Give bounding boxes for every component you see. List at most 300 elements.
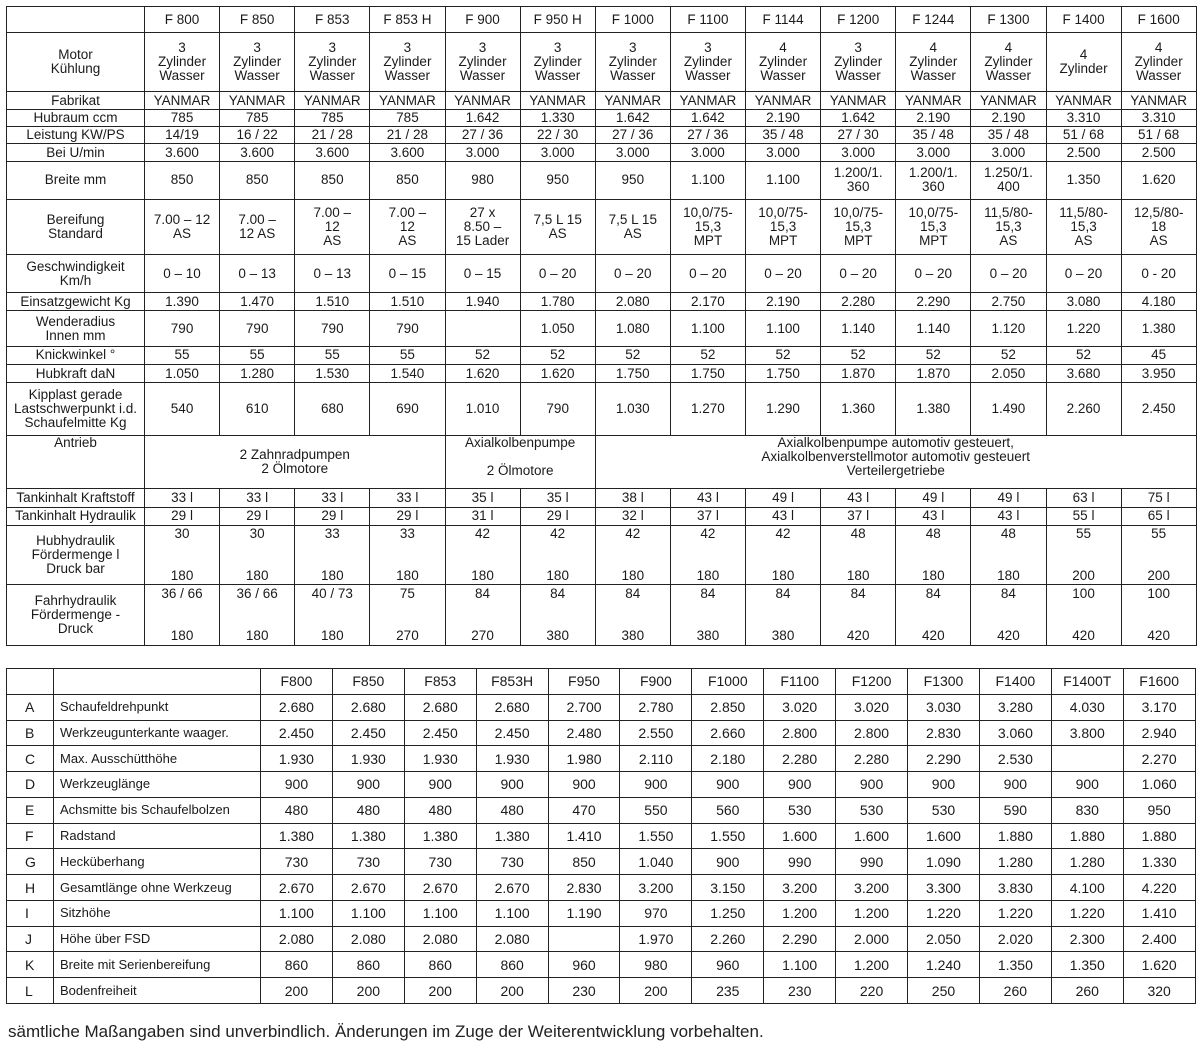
spec-cell: 790 xyxy=(370,311,445,347)
dim-header-row xyxy=(7,669,1196,695)
spec-cell: 2.190 xyxy=(746,109,821,126)
spec-cell: 1.100 xyxy=(746,161,821,200)
dim-cell: 530 xyxy=(908,797,980,823)
dim-cell: 900 xyxy=(404,772,476,798)
spec-cell: YANMAR xyxy=(370,92,445,109)
dim-cell xyxy=(548,926,620,952)
dim-cell: 1.220 xyxy=(1051,900,1123,926)
spec-cell: 75 l xyxy=(1121,489,1196,507)
corner-cell xyxy=(54,669,261,695)
spec-cell: 1.100 xyxy=(746,311,821,347)
spec-cell: 51 / 68 xyxy=(1121,127,1196,144)
model-header: F 1600 xyxy=(1121,7,1196,33)
spec-cell: 3.600 xyxy=(145,144,220,161)
spec-cell: 100 420 xyxy=(1121,584,1196,645)
row-label: Hubkraft daN xyxy=(7,365,145,383)
spec-cell: 27 / 36 xyxy=(670,127,745,144)
spec-cell: YANMAR xyxy=(821,92,896,109)
spec-cell: 52 xyxy=(896,346,971,364)
spec-cell: 3.310 xyxy=(1121,109,1196,126)
dim-cell: 2.080 xyxy=(476,926,548,952)
dim-cell: 1.380 xyxy=(261,823,333,849)
dim-cell: 1.100 xyxy=(476,900,548,926)
dim-cell: 1.190 xyxy=(548,900,620,926)
spec-cell: 785 xyxy=(295,109,370,126)
dim-cell: 2.680 xyxy=(404,694,476,720)
spec-cell: YANMAR xyxy=(971,92,1046,109)
spec-cell: 1.200/1. 360 xyxy=(821,161,896,200)
model-header: F1000 xyxy=(692,669,764,695)
row-label: Tankinhalt Hydraulik xyxy=(7,507,145,525)
row-label: Knickwinkel ° xyxy=(7,346,145,364)
dim-cell: 1.100 xyxy=(261,900,333,926)
dim-cell: 900 xyxy=(692,772,764,798)
spec-cell: 7.00 – 12 AS xyxy=(145,200,220,255)
dim-cell: 1.350 xyxy=(979,952,1051,978)
row-label: Leistung KW/PS xyxy=(7,127,145,144)
spec-cell: YANMAR xyxy=(896,92,971,109)
spec-cell: 1.100 xyxy=(670,161,745,200)
spec-cell: 4 Zylinder Wasser xyxy=(896,33,971,92)
spec-cell: 785 xyxy=(370,109,445,126)
model-header: F1300 xyxy=(908,669,980,695)
spec-cell: 1.780 xyxy=(520,292,595,310)
spec-cell: 0 – 20 xyxy=(1046,255,1121,293)
dim-cell: 900 xyxy=(1051,772,1123,798)
spec-cell: 3.000 xyxy=(821,144,896,161)
model-header: F900 xyxy=(620,669,692,695)
spec-cell: YANMAR xyxy=(670,92,745,109)
spec-cell: 52 xyxy=(821,346,896,364)
spec-cell: 1.510 xyxy=(295,292,370,310)
spec-cell: YANMAR xyxy=(295,92,370,109)
row-label: Motor Kühlung xyxy=(7,33,145,92)
dim-cell: 2.270 xyxy=(1123,746,1195,772)
row-label: Fabrikat xyxy=(7,92,145,109)
dim-cell: 900 xyxy=(908,772,980,798)
spec-cell: 42 180 xyxy=(445,525,520,584)
spec-cell: 52 xyxy=(1046,346,1121,364)
spec-cell: 4 Zylinder xyxy=(1046,33,1121,92)
model-header: F800 xyxy=(261,669,333,695)
dim-cell: 850 xyxy=(548,849,620,875)
dim-cell: 1.100 xyxy=(404,900,476,926)
spec-cell: 63 l xyxy=(1046,489,1121,507)
spec-cell: 980 xyxy=(445,161,520,200)
spec-cell: 3 Zylinder Wasser xyxy=(821,33,896,92)
spec-cell: 35 l xyxy=(445,489,520,507)
spec-cell: 4.180 xyxy=(1121,292,1196,310)
dim-cell: 900 xyxy=(261,772,333,798)
dim-cell: 530 xyxy=(764,797,836,823)
spec-cell: 35 / 48 xyxy=(746,127,821,144)
spec-cell: 48 180 xyxy=(971,525,1046,584)
spec-row-kipplast xyxy=(7,383,1197,436)
dim-cell: 2.290 xyxy=(764,926,836,952)
spec-cell: 3.950 xyxy=(1121,365,1196,383)
spec-cell: 43 l xyxy=(971,507,1046,525)
dim-cell: 970 xyxy=(620,900,692,926)
model-header: F 1300 xyxy=(971,7,1046,33)
footnote: sämtliche Maßangaben sind unverbindlich. Änderungen im Zuge der Weiterentwicklung vorbehalten. xyxy=(8,1022,764,1041)
dim-cell: 530 xyxy=(836,797,908,823)
spec-cell: 1.750 xyxy=(670,365,745,383)
dim-cell: 260 xyxy=(1051,978,1123,1004)
dim-letter: I xyxy=(7,900,54,926)
spec-cell: 38 l xyxy=(595,489,670,507)
spec-cell: 1.030 xyxy=(595,383,670,436)
spec-cell: 0 – 20 xyxy=(821,255,896,293)
dim-cell: 900 xyxy=(620,772,692,798)
spec-cell: 3 Zylinder Wasser xyxy=(520,33,595,92)
row-label: Geschwindigkeit Km/h xyxy=(7,255,145,293)
spec-cell: 2.500 xyxy=(1121,144,1196,161)
model-header: F 853 H xyxy=(370,7,445,33)
spec-cell: 12,5/80- 18 AS xyxy=(1121,200,1196,255)
spec-cell: 32 l xyxy=(595,507,670,525)
model-header: F 800 xyxy=(145,7,220,33)
dim-cell: 3.200 xyxy=(620,875,692,901)
dim-cell: 1.970 xyxy=(620,926,692,952)
spec-row-wende xyxy=(7,311,1197,347)
dim-letter: J xyxy=(7,926,54,952)
spec-cell: 27 x 8.50 – 15 Lader xyxy=(445,200,520,255)
dim-letter: B xyxy=(7,720,54,746)
model-header: F1200 xyxy=(836,669,908,695)
spec-row-hubraum xyxy=(7,109,1197,126)
dim-cell: 2.400 xyxy=(1123,926,1195,952)
spec-cell: 33 l xyxy=(220,489,295,507)
dim-label: Schaufeldrehpunkt xyxy=(54,694,261,720)
dim-cell: 200 xyxy=(332,978,404,1004)
spec-cell: 22 / 30 xyxy=(520,127,595,144)
dim-cell: 3.800 xyxy=(1051,720,1123,746)
spec-cell: 0 – 20 xyxy=(896,255,971,293)
spec-cell: 48 180 xyxy=(821,525,896,584)
spec-cell: 0 – 10 xyxy=(145,255,220,293)
spec-cell: 3.000 xyxy=(670,144,745,161)
spec-cell: 2.450 xyxy=(1121,383,1196,436)
model-header: F 950 H xyxy=(520,7,595,33)
dim-cell: 2.280 xyxy=(836,746,908,772)
dim-cell: 2.000 xyxy=(836,926,908,952)
spec-cell: 4 Zylinder Wasser xyxy=(1121,33,1196,92)
dim-cell: 2.680 xyxy=(261,694,333,720)
spec-cell: YANMAR xyxy=(595,92,670,109)
dim-label: Radstand xyxy=(54,823,261,849)
spec-cell: 3 Zylinder Wasser xyxy=(220,33,295,92)
dim-cell: 980 xyxy=(620,952,692,978)
dim-cell: 3.830 xyxy=(979,875,1051,901)
model-header: F 900 xyxy=(445,7,520,33)
spec-cell: 3.310 xyxy=(1046,109,1121,126)
spec-cell: 1.380 xyxy=(1121,311,1196,347)
spec-cell: 1.620 xyxy=(445,365,520,383)
spec-cell: 1.870 xyxy=(821,365,896,383)
dim-cell: 200 xyxy=(261,978,333,1004)
spec-cell: 3.600 xyxy=(370,144,445,161)
dim-cell: 2.480 xyxy=(548,720,620,746)
row-label: Wenderadius Innen mm xyxy=(7,311,145,347)
dim-letter: H xyxy=(7,875,54,901)
dim-cell: 730 xyxy=(404,849,476,875)
row-label: Fahrhydraulik Fördermenge - Druck xyxy=(7,584,145,645)
dim-letter: G xyxy=(7,849,54,875)
spec-cell: 29 l xyxy=(145,507,220,525)
dim-cell: 4.030 xyxy=(1051,694,1123,720)
spec-cell: 29 l xyxy=(370,507,445,525)
spec-row-antrieb xyxy=(7,436,1197,489)
spec-cell: 21 / 28 xyxy=(370,127,445,144)
dim-letter: F xyxy=(7,823,54,849)
spec-cell: 7,5 L 15 AS xyxy=(520,200,595,255)
dim-cell: 960 xyxy=(692,952,764,978)
spec-cell: 2.190 xyxy=(746,292,821,310)
spec-cell: 84 420 xyxy=(971,584,1046,645)
dim-cell: 560 xyxy=(692,797,764,823)
dim-label: Sitzhöhe xyxy=(54,900,261,926)
dim-cell: 260 xyxy=(979,978,1051,1004)
spec-cell: 1.750 xyxy=(746,365,821,383)
spec-cell: 7.00 – 12 AS xyxy=(370,200,445,255)
dim-cell: 860 xyxy=(332,952,404,978)
dim-cell: 860 xyxy=(261,952,333,978)
dim-cell: 2.450 xyxy=(404,720,476,746)
dim-letter: A xyxy=(7,694,54,720)
dim-cell: 2.670 xyxy=(476,875,548,901)
spec-cell: 2.750 xyxy=(971,292,1046,310)
spec-cell: 42 180 xyxy=(670,525,745,584)
dim-cell: 2.780 xyxy=(620,694,692,720)
spec-cell: 84 420 xyxy=(896,584,971,645)
spec-cell: 0 – 13 xyxy=(295,255,370,293)
dim-cell: 2.660 xyxy=(692,720,764,746)
dim-cell: 1.410 xyxy=(548,823,620,849)
dim-cell: 1.100 xyxy=(332,900,404,926)
spec-cell: 84 380 xyxy=(520,584,595,645)
spec-cell: 1.642 xyxy=(595,109,670,126)
dim-cell: 480 xyxy=(476,797,548,823)
dim-cell: 235 xyxy=(692,978,764,1004)
dim-cell: 1.600 xyxy=(836,823,908,849)
dim-cell: 2.830 xyxy=(908,720,980,746)
spec-cell: 7.00 – 12 AS xyxy=(220,200,295,255)
corner-cell xyxy=(7,7,145,33)
spec-cell: 36 / 66 180 xyxy=(220,584,295,645)
dim-cell: 230 xyxy=(764,978,836,1004)
spec-cell: 1.200/1. 360 xyxy=(896,161,971,200)
spec-cell: 1.470 xyxy=(220,292,295,310)
spec-cell: 55 l xyxy=(1046,507,1121,525)
dim-cell: 1.930 xyxy=(332,746,404,772)
dimension-table xyxy=(6,668,1196,1004)
dim-cell: 2.550 xyxy=(620,720,692,746)
dim-cell: 1.200 xyxy=(764,900,836,926)
spec-cell: 1.620 xyxy=(1121,161,1196,200)
spec-cell: 1.490 xyxy=(971,383,1046,436)
dim-cell: 200 xyxy=(404,978,476,1004)
dim-cell: 2.080 xyxy=(261,926,333,952)
dim-cell: 250 xyxy=(908,978,980,1004)
dim-cell: 480 xyxy=(261,797,333,823)
dim-label: Max. Ausschütthöhe xyxy=(54,746,261,772)
dim-cell: 3.200 xyxy=(764,875,836,901)
dim-cell: 2.020 xyxy=(979,926,1051,952)
dim-cell: 480 xyxy=(404,797,476,823)
spec-cell: 1.140 xyxy=(821,311,896,347)
dim-cell: 3.200 xyxy=(836,875,908,901)
spec-cell: 42 180 xyxy=(746,525,821,584)
spec-cell: 790 xyxy=(145,311,220,347)
spec-cell: 40 / 73 180 xyxy=(295,584,370,645)
spec-cell: 3.000 xyxy=(971,144,1046,161)
dim-cell: 550 xyxy=(620,797,692,823)
dim-cell: 1.240 xyxy=(908,952,980,978)
dim-cell: 2.050 xyxy=(908,926,980,952)
spec-cell: 850 xyxy=(295,161,370,200)
spec-cell: 690 xyxy=(370,383,445,436)
dim-row-L xyxy=(7,978,1196,1004)
dim-cell: 1.410 xyxy=(1123,900,1195,926)
dim-cell: 730 xyxy=(332,849,404,875)
spec-cell: 1.050 xyxy=(145,365,220,383)
dim-cell: 3.020 xyxy=(764,694,836,720)
spec-cell: 49 l xyxy=(971,489,1046,507)
row-label: Breite mm xyxy=(7,161,145,200)
spec-cell: 540 xyxy=(145,383,220,436)
spec-cell: 3.000 xyxy=(445,144,520,161)
dim-cell: 1.550 xyxy=(620,823,692,849)
spec-cell: 84 380 xyxy=(595,584,670,645)
spec-cell: 35 l xyxy=(520,489,595,507)
spec-cell: 7,5 L 15 AS xyxy=(595,200,670,255)
dim-cell: 1.350 xyxy=(1051,952,1123,978)
antrieb-group-2: Axialkolbenpumpe 2 Ölmotore xyxy=(445,436,595,489)
spec-cell: 1.540 xyxy=(370,365,445,383)
model-header: F1400 xyxy=(979,669,1051,695)
spec-cell: 43 l xyxy=(746,507,821,525)
dim-cell: 1.600 xyxy=(764,823,836,849)
spec-cell: 1.140 xyxy=(896,311,971,347)
dim-cell: 2.530 xyxy=(979,746,1051,772)
dim-row-K xyxy=(7,952,1196,978)
dim-cell: 1.040 xyxy=(620,849,692,875)
spec-cell: 37 l xyxy=(670,507,745,525)
dim-cell: 2.450 xyxy=(476,720,548,746)
spec-cell: 1.642 xyxy=(445,109,520,126)
dim-cell: 1.280 xyxy=(979,849,1051,875)
dim-letter: L xyxy=(7,978,54,1004)
dim-cell: 900 xyxy=(836,772,908,798)
spec-row-breite xyxy=(7,161,1197,200)
dim-row-F xyxy=(7,823,1196,849)
dim-cell: 2.110 xyxy=(620,746,692,772)
dim-cell: 1.880 xyxy=(979,823,1051,849)
spec-cell: 27 / 36 xyxy=(595,127,670,144)
model-header: F 1244 xyxy=(896,7,971,33)
spec-cell: 2.080 xyxy=(595,292,670,310)
spec-cell: 0 – 20 xyxy=(971,255,1046,293)
dim-letter: D xyxy=(7,772,54,798)
spec-cell: 0 – 20 xyxy=(595,255,670,293)
spec-cell: 3 Zylinder Wasser xyxy=(595,33,670,92)
dim-letter: E xyxy=(7,797,54,823)
model-header: F 1144 xyxy=(746,7,821,33)
spec-cell: 3.680 xyxy=(1046,365,1121,383)
row-label: Einsatzgewicht Kg xyxy=(7,292,145,310)
dim-cell: 900 xyxy=(764,772,836,798)
antrieb-group-3: Axialkolbenpumpe automotiv gesteuert, Axialkolbenverstellmotor automotiv gesteuert Verteilergetriebe xyxy=(595,436,1196,489)
dim-cell: 3.150 xyxy=(692,875,764,901)
spec-cell: 33 l xyxy=(295,489,370,507)
dim-cell xyxy=(1051,746,1123,772)
dim-label: Gesamtlänge ohne Werkzeug xyxy=(54,875,261,901)
spec-cell: 1.330 xyxy=(520,109,595,126)
spec-cell: 55 200 xyxy=(1046,525,1121,584)
dim-row-J xyxy=(7,926,1196,952)
spec-cell: 1.050 xyxy=(520,311,595,347)
spec-cell: 37 l xyxy=(821,507,896,525)
spec-cell: 11,5/80- 15,3 AS xyxy=(1046,200,1121,255)
spec-cell: 10,0/75- 15,3 MPT xyxy=(821,200,896,255)
dim-cell: 590 xyxy=(979,797,1051,823)
spec-row-knick xyxy=(7,346,1197,364)
spec-cell: 84 380 xyxy=(670,584,745,645)
dim-cell: 320 xyxy=(1123,978,1195,1004)
dim-cell: 2.830 xyxy=(548,875,620,901)
spec-cell: 84 380 xyxy=(746,584,821,645)
spec-cell: 1.870 xyxy=(896,365,971,383)
model-header: F1400T xyxy=(1051,669,1123,695)
row-label: Hubraum ccm xyxy=(7,109,145,126)
model-header: F 1000 xyxy=(595,7,670,33)
spec-cell: 4 Zylinder Wasser xyxy=(746,33,821,92)
spec-cell: 1.620 xyxy=(520,365,595,383)
spec-cell: 850 xyxy=(220,161,295,200)
spec-cell: 1.220 xyxy=(1046,311,1121,347)
model-header: F1100 xyxy=(764,669,836,695)
dim-cell: 1.090 xyxy=(908,849,980,875)
spec-row-geschw xyxy=(7,255,1197,293)
spec-table xyxy=(6,6,1197,646)
spec-cell: 52 xyxy=(670,346,745,364)
spec-cell: 2.190 xyxy=(971,109,1046,126)
spec-cell: 3 Zylinder Wasser xyxy=(445,33,520,92)
spec-row-tank_kraft xyxy=(7,489,1197,507)
antrieb-group-1: 2 Zahnradpumpen 2 Ölmotore xyxy=(145,436,446,489)
spec-cell: 1.120 xyxy=(971,311,1046,347)
dim-cell: 2.450 xyxy=(261,720,333,746)
dim-row-A xyxy=(7,694,1196,720)
dim-cell: 1.280 xyxy=(1051,849,1123,875)
spec-cell: 33 180 xyxy=(370,525,445,584)
spec-cell: 1.380 xyxy=(896,383,971,436)
model-header: F 853 xyxy=(295,7,370,33)
spec-cell: 52 xyxy=(595,346,670,364)
spec-cell: 33 l xyxy=(370,489,445,507)
model-header: F950 xyxy=(548,669,620,695)
spec-cell: 850 xyxy=(370,161,445,200)
spec-cell: 0 - 20 xyxy=(1121,255,1196,293)
spec-cell: 30 180 xyxy=(220,525,295,584)
spec-cell: 1.280 xyxy=(220,365,295,383)
dim-letter: K xyxy=(7,952,54,978)
spec-header-row xyxy=(7,7,1197,33)
dim-cell: 230 xyxy=(548,978,620,1004)
dim-cell: 1.980 xyxy=(548,746,620,772)
dim-cell: 990 xyxy=(764,849,836,875)
dim-row-G xyxy=(7,849,1196,875)
